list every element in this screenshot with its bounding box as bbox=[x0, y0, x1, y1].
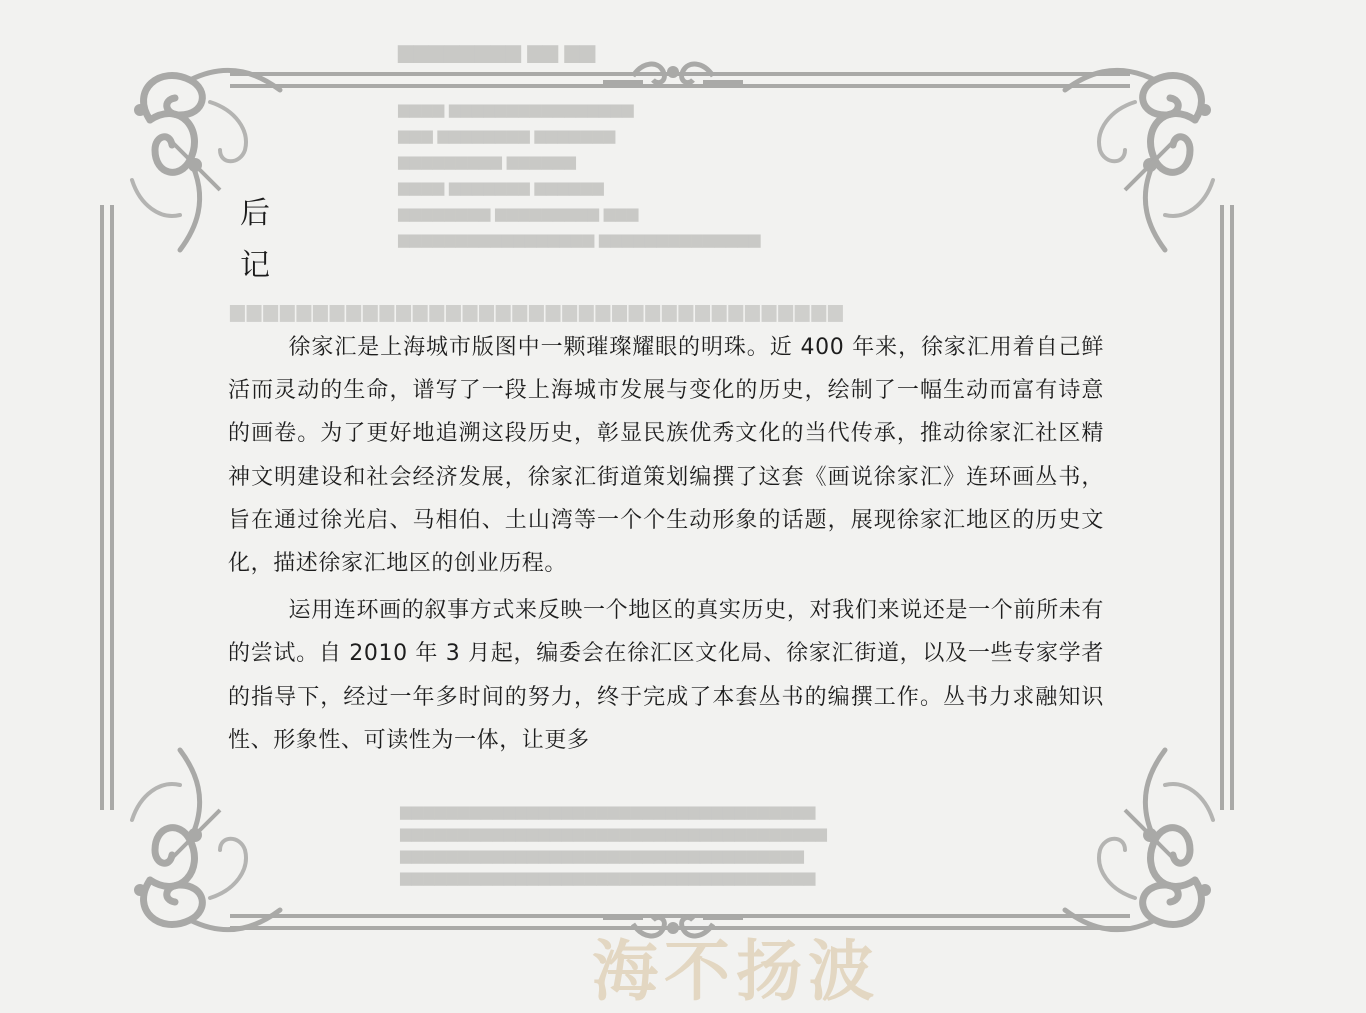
book-page: ▆▆▆▆▆▆▆▆ ▆▆ ▆▆ ▆▆▆▆ ▆▆▆▆▆▆▆▆▆▆▆▆▆▆▆▆ ▆▆▆ ▆▆▆▆▆▆▆▆ ▆▆▆▆▆▆▆ ▆▆▆▆▆▆▆▆▆ ▆▆▆▆▆▆ ▆▆▆▆ ▆▆▆▆▆▆▆ ▆▆▆▆▆▆ ▆▆▆▆▆▆▆▆ ▆▆▆▆▆▆▆▆▆ ▆▆▆ ▆▆▆▆▆▆▆▆▆▆▆▆▆▆▆▆▆ ▆▆▆▆▆▆▆▆▆▆▆▆▆▆ ▆▆▆▆▆▆▆▆▆▆▆▆▆▆▆▆▆▆▆▆▆▆▆▆▆▆▆▆▆▆▆▆▆▆▆▆▆ ▆▆▆▆▆▆▆▆▆▆▆▆▆▆▆▆▆▆▆▆▆▆▆▆▆▆▆▆▆▆▆▆▆▆▆▆ ▆▆▆▆▆▆▆▆▆▆▆▆▆▆▆▆▆▆▆▆▆▆▆▆▆▆▆▆▆▆▆▆▆▆▆▆▆ ▆▆▆▆▆▆▆▆▆▆▆▆▆▆▆▆▆▆▆▆▆▆▆▆▆▆▆▆▆▆▆▆▆▆▆ ▆▆▆▆▆▆▆▆▆▆▆▆▆▆▆▆▆▆▆▆▆▆▆▆▆▆▆▆▆▆▆▆▆▆▆▆ 后 记 徐家汇是上海城市版图中一颗璀璨耀眼的明珠。近 400 年来，徐家汇用着自己鲜活而灵动的生命，谱写了一段上海城市发展与变化的历史，绘制了一幅生动而富有诗意的画卷。为了更好地追溯这段历史，彰显民族优秀文化的当代传承，推动徐家汇社区精神文明建设和社会经济发展，徐家汇街道策划编撰了这套《画说徐家汇》连环画丛书，旨在通过徐光启、马相伯、土山湾等一个个生动形象的话题，展现徐家汇地区的历史文化，描述徐家汇地区的创业历程。 运用连环画的叙事方式来反映一个地区的真实历史，对我们来说还是一个前所未有的尝试。自 2010 年 3 月起，编委会在徐汇区文化局、徐家汇街道，以及一些专家学者的指导下，经过一年多时间的努力，终于完成了本套丛书的编撰工作。丛书力求融知识性、形象性、可读性为一体，让更多 海不扬波 bbox=[0, 0, 1366, 1010]
paragraph-1: 徐家汇是上海城市版图中一颗璀璨耀眼的明珠。近 400 年来，徐家汇用着自己鲜活而灵动的生命，谱写了一段上海城市发展与变化的历史，绘制了一幅生动而富有诗意的画卷。为了更好地追溯这段历史，彰显民族优秀文化的当代传承，推动徐家汇社区精神文明建设和社会经济发展，徐家汇街道策划编撰了这套《画说徐家汇》连环画丛书，旨在通过徐光启、马相伯、土山湾等一个个生动形象的话题，展现徐家汇地区的历史文化，描述徐家汇地区的创业历程。 bbox=[228, 335, 1104, 577]
watermark-text: 海不扬波 bbox=[592, 932, 880, 1010]
afterword-body bbox=[228, 326, 1104, 766]
title-char-hou: 后 bbox=[240, 196, 270, 231]
reverse-side-bleed-line: ▆▆▆▆▆▆▆▆▆▆▆▆▆▆▆▆▆▆▆▆▆▆▆▆▆▆▆▆▆▆▆▆▆▆▆▆▆ bbox=[230, 300, 845, 322]
reverse-side-bleed-lines: ▆▆▆▆▆▆▆▆▆▆▆▆▆▆▆▆▆▆▆▆▆▆▆▆▆▆▆▆▆▆▆▆▆▆▆▆ ▆▆▆▆▆▆▆▆▆▆▆▆▆▆▆▆▆▆▆▆▆▆▆▆▆▆▆▆▆▆▆▆▆▆▆▆▆ ▆▆▆▆▆▆▆▆▆▆▆▆▆▆▆▆▆▆▆▆▆▆▆▆▆▆▆▆▆▆▆▆▆▆▆ ▆▆▆▆▆▆▆▆▆▆▆▆▆▆▆▆▆▆▆▆▆▆▆▆▆▆▆▆▆▆▆▆▆▆▆▆ bbox=[400, 802, 827, 886]
title-char-ji: 记 bbox=[240, 248, 270, 283]
paragraph-2: 运用连环画的叙事方式来反映一个地区的真实历史，对我们来说还是一个前所未有的尝试。自 2010 年 3 月起，编委会在徐汇区文化局、徐家汇街道，以及一些专家学者的指导下，经过一年多时间的努力，终于完成了本套丛书的编撰工作。丛书力求融知识性、形象性、可读性为一体，让更多 bbox=[228, 598, 1104, 753]
